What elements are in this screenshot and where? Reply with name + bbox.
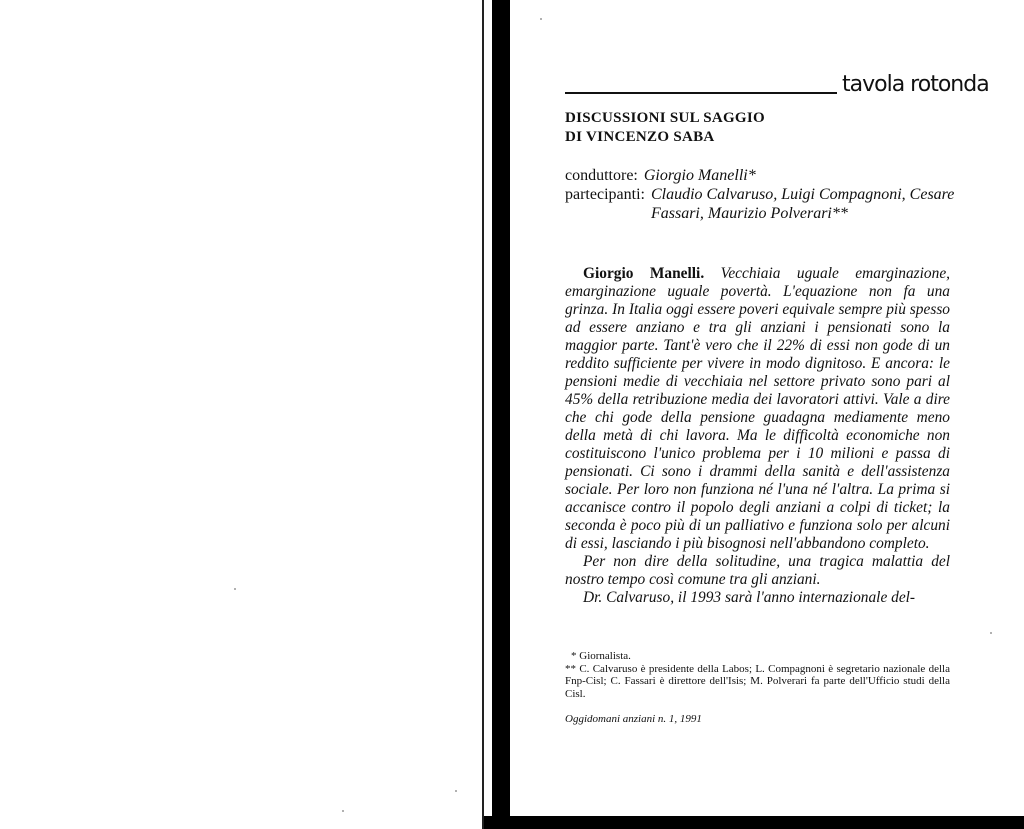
binding-gutter (492, 0, 510, 829)
scan-speck (234, 588, 236, 590)
body-paragraph (565, 265, 950, 553)
section-label: tavola rotonda (842, 72, 989, 97)
article-body (565, 265, 950, 607)
paragraph-text: Dr. Calvaruso, il 1993 sarà l'anno internazionale del- (583, 589, 916, 606)
credit-role: conduttore: (565, 167, 638, 184)
title-line: DISCUSSIONI SUL SAGGIO (565, 110, 766, 126)
article-title (565, 109, 865, 147)
footnotes (565, 650, 950, 700)
credit-names: Giorgio Manelli* (643, 167, 756, 184)
body-paragraph (565, 589, 950, 607)
credit-names: Claudio Calvaruso, Luigi Compagnoni, Cesare Fassari, Maurizio Polverari** (650, 186, 955, 222)
paragraph-text: Per non dire della solitudine, una tragica malattia del nostro tempo così comune tra gli anziani. (565, 553, 950, 588)
footnote: ** C. Calvaruso è presidente della Labos; L. Compagnoni è segretario nazionale della Fnp-Cisl; C. Fassari è direttore dell'Isis; M. Polverari fa parte dell'Ufficio studi della Cisl. (565, 662, 950, 700)
scan-bottom-edge (484, 816, 1024, 829)
title-line: DI VINCENZO SABA (565, 129, 715, 145)
scan-speck (540, 18, 542, 20)
scan-speck (455, 790, 457, 792)
header-rule (565, 92, 837, 94)
binding-shadow-line (482, 0, 484, 829)
footnote: * Giornalista. (571, 650, 631, 662)
scan-speck (342, 810, 344, 812)
scan-speck (990, 632, 992, 634)
credits (565, 166, 955, 223)
body-paragraph (565, 553, 950, 589)
credit-participants (565, 185, 955, 223)
credit-moderator (565, 166, 955, 185)
credit-role: partecipanti: (565, 186, 645, 203)
source-citation: Oggidomani anziani n. 1, 1991 (565, 713, 702, 725)
paragraph-text: Vecchiaia uguale emarginazione, emarginazione uguale povertà. L'equazione non fa una grinza. In Italia oggi essere poveri equivale sempre più spesso ad essere anziano e tra gli anziani i pensionati sono la maggior parte. Tant'è vero che il 22% di essi non gode di un reddito sufficiente per vivere in modo dignitoso. E ancora: le pensioni medie di vecchiaia nel settore privato sono pari al 45% della retribuzione media dei lavoratori attivi. Vale a dire che chi gode della pensione guadagna mediamente meno della metà di chi lavora. Ma le difficoltà economiche non costituiscono l'unico problema per i 10 milioni e passa di pensionati. Ci sono i drammi della sanità e dell'assistenza sociale. Per loro non funziona né l'una né l'altra. La prima si accanisce contro il popolo degli anziani a colpi di ticket; la seconda è poco più di un palliativo e funziona solo per alcuni di essi, lasciando i più bisognosi nell'abbandono completo. (565, 265, 951, 552)
speaker-name: Giorgio Manelli. (583, 265, 705, 282)
